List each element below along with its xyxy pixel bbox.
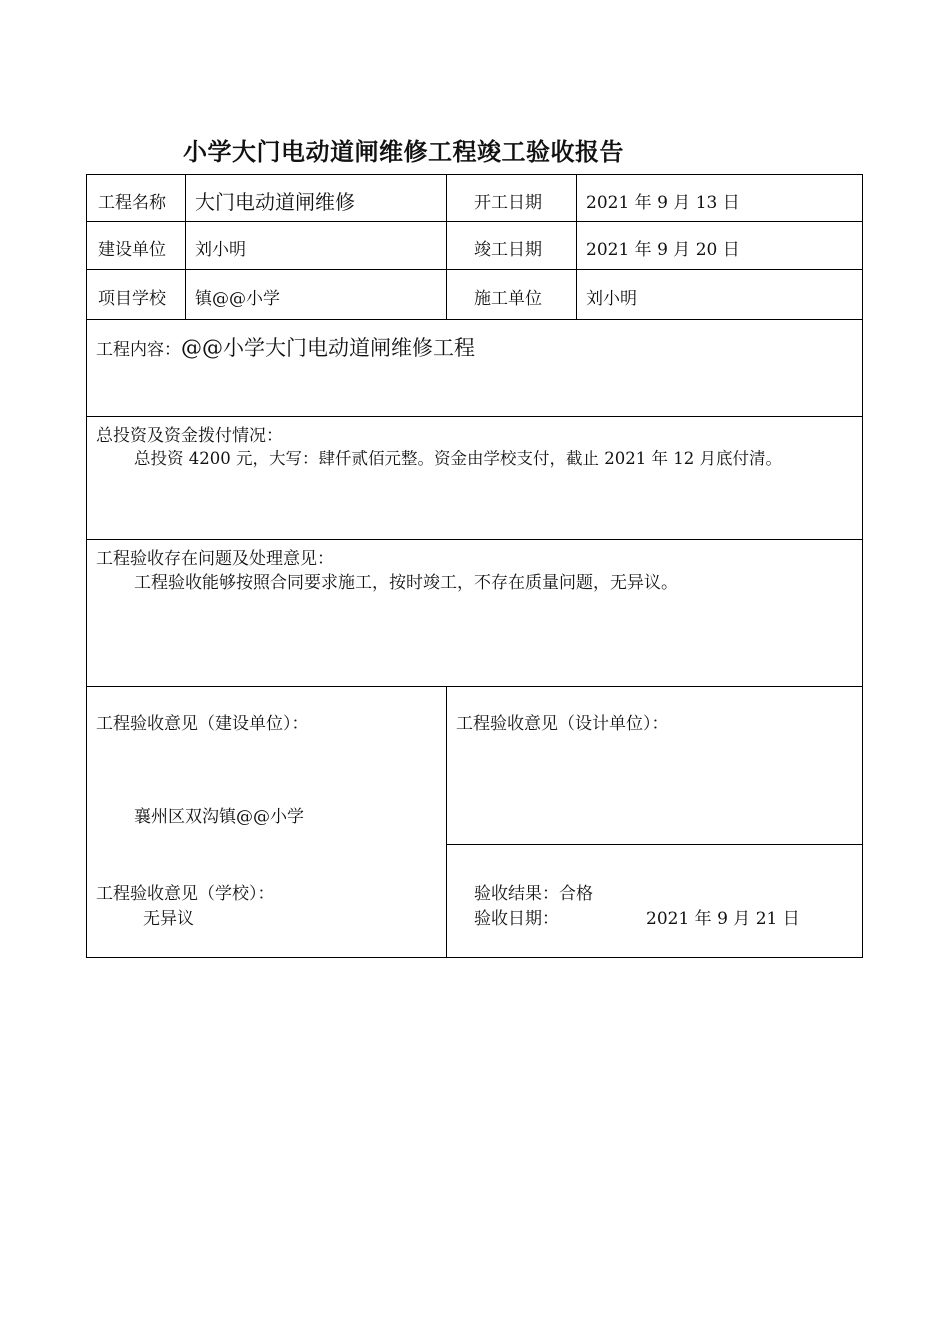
builder-signature: 襄州区双沟镇@@小学 <box>134 807 304 827</box>
document-title: 小学大门电动道闸维修工程竣工验收报告 <box>183 138 624 166</box>
start-date-label: 开工日期 <box>474 193 542 213</box>
school-value: 镇@@小学 <box>195 289 280 309</box>
builder-label: 建设单位 <box>98 240 166 260</box>
column-divider <box>576 174 577 319</box>
school-opinion-text: 无异议 <box>143 909 194 929</box>
row-divider <box>86 539 863 540</box>
result-label: 验收结果： <box>474 884 559 904</box>
builder-value: 刘小明 <box>195 240 246 260</box>
content-label: 工程内容： <box>96 340 181 360</box>
row-divider <box>86 319 863 320</box>
row-divider <box>86 221 863 222</box>
column-divider <box>446 174 447 319</box>
investment-label: 总投资及资金拨付情况： <box>96 426 283 446</box>
school-label: 项目学校 <box>98 289 166 309</box>
contractor-value: 刘小明 <box>586 289 637 309</box>
project-name-value: 大门电动道闸维修 <box>195 190 355 214</box>
start-date-value: 2021 年 9 月 13 日 <box>586 193 740 213</box>
column-divider <box>446 686 447 958</box>
project-name-label: 工程名称 <box>98 193 166 213</box>
builder-opinion-label: 工程验收意见（建设单位）： <box>96 714 309 734</box>
row-divider <box>86 269 863 270</box>
school-opinion-label: 工程验收意见（学校）： <box>96 884 275 904</box>
result-value: 合格 <box>559 884 593 904</box>
column-divider <box>185 174 186 319</box>
row-divider <box>446 844 863 845</box>
content-value: @@小学大门电动道闸维修工程 <box>181 336 475 360</box>
content-section <box>96 332 475 362</box>
acceptance-date-value: 2021 年 9 月 21 日 <box>646 909 800 929</box>
result-line <box>474 879 593 904</box>
issues-text: 工程验收能够按照合同要求施工，按时竣工，不存在质量问题，无异议。 <box>134 573 678 593</box>
row-divider <box>86 416 863 417</box>
completion-date-value: 2021 年 9 月 20 日 <box>586 240 740 260</box>
acceptance-date-label: 验收日期： <box>474 909 559 929</box>
issues-label: 工程验收存在问题及处理意见： <box>96 549 334 569</box>
contractor-label: 施工单位 <box>474 289 542 309</box>
design-opinion-label: 工程验收意见（设计单位）： <box>456 714 669 734</box>
investment-text: 总投资 4200 元，大写：肆仟贰佰元整。资金由学校支付，截止 2021 年 12 月底付清。 <box>134 449 782 468</box>
row-divider <box>86 686 863 687</box>
completion-date-label: 竣工日期 <box>474 240 542 260</box>
